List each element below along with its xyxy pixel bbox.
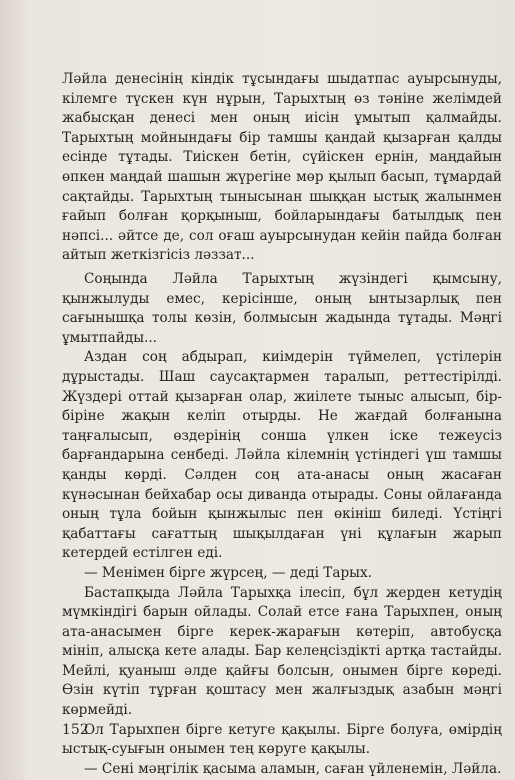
page-number: 152	[62, 722, 89, 738]
paragraph: Бастапқыда Ләйла Тарыхқа ілесіп, бұл жерден кетудің мүмкіндігі барын ойлады. Солай етсе ғана Тарыхпен, оның ата-анасымен бірге керек-жарағын көтеріп, автобусқа мініп, алысқа кете алады. Бар келеңсіздікті артқа тастайды. Мейлі, қуаныш әлде қайғы болсын, онымен бірге көреді. Өзін күтіп тұрған қоштасу мен жалғыздық азабын мәңгі көрмейді.	[62, 584, 502, 719]
paragraph: Ол Тарыхпен бірге кетуге қақылы. Бірге болуға, өмірдің ыстық-суығын онымен тең көруге қақылы.	[62, 721, 502, 758]
paragraph: Аздан соң абдырап, киімдерін түймелеп, үстілерін дұрыстады. Шаш саусақтармен таралып, реттестірілді. Жүздері оттай қызарған олар, жиілете тыныс алысып, бір-біріне жақын келіп отырды. Не жағдай болғанына таңғалысып, өздерінің сонша үлкен іске тежеусіз барғандарына сенбеді. Ләйла кілемнің үстіндегі үш тамшы қанды көрді. Сәлден соң ата-анасы оның жасаған күнәсынан бейхабар осы диванда отырады. Соны ойлағанда оның тұла бойын қынжылыс пен өкініш биледі. Үстіңгі қабаттағы сағаттың шықылдаған үні құлағын жарып кетердей естілген еді.	[62, 349, 502, 562]
body-text-main	[62, 270, 502, 779]
dialogue-line: — Сені мәңгілік қасыма аламын, саған үйленемін, Ләйла.	[84, 760, 502, 777]
dialogue-line: — Менімен бірге жүрсең, — деді Тарых.	[84, 564, 372, 581]
paragraph: Соңында Ләйла Тарыхтың жүзіндегі қымсыну, қынжылуды емес, керісінше, оның ынтызарлық пен сағынышқа толы көзін, болмысын жадында тұтады. Мәңгі ұмытпайды...	[62, 271, 502, 346]
body-text-top	[62, 70, 502, 266]
paragraph: Ләйла денесінің кіндік тұсындағы шыдатпас ауырсынуды, кілемге түскен күн нұрын, Тарыхтың өз тәніне желімдей жабысқан денесі мен оның иісін ұмытып қалмайды. Тарыхтың мойнындағы бір тамшы қандай қызарған қалды есінде тұтады. Тиіскен бетін, сүйіскен ернін, маңдайын өпкен маңдай шашын жүрегіне мөр қылып басып, тұмардай сақтайды. Тарыхтың тынысынан шыққан ыстық жалынмен ғайып болған қорқыныш, бойларындағы батылдық пен нәпсі... әйтсе де, сол оғаш ауырсынудан кейін пайда болған айтып жеткізгісіз ләззат...	[62, 71, 502, 264]
